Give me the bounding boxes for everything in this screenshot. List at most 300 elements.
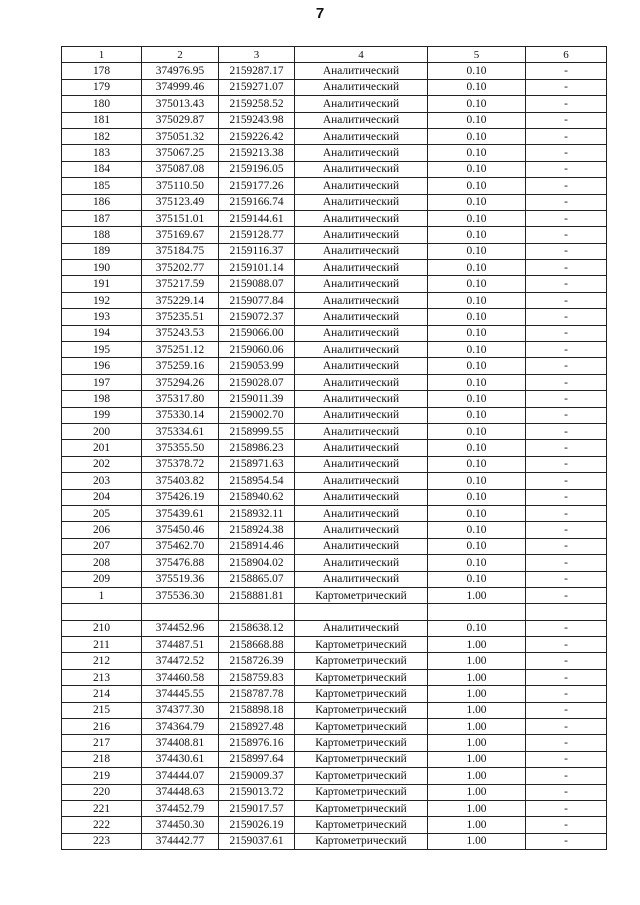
y-coordinate-cell: 2158787.78: [219, 686, 295, 702]
accuracy-cell: 1.00: [428, 735, 526, 751]
description-cell: -: [526, 620, 607, 636]
accuracy-cell: 1.00: [428, 702, 526, 718]
point-number-cell: [62, 604, 142, 620]
accuracy-cell: 1.00: [428, 719, 526, 735]
method-cell: Аналитический: [295, 620, 428, 636]
x-coordinate-cell: 374448.63: [142, 784, 219, 800]
accuracy-cell: 0.10: [428, 243, 526, 259]
table-row: [62, 702, 607, 718]
y-coordinate-cell: 2159026.19: [219, 817, 295, 833]
description-cell: -: [526, 538, 607, 554]
accuracy-cell: 0.10: [428, 227, 526, 243]
point-number-cell: 195: [62, 342, 142, 358]
table-row: [62, 719, 607, 735]
x-coordinate-cell: 375294.26: [142, 374, 219, 390]
accuracy-cell: 0.10: [428, 260, 526, 276]
table-row: [62, 63, 607, 79]
y-coordinate-cell: 2159177.26: [219, 178, 295, 194]
point-number-cell: 189: [62, 243, 142, 259]
x-coordinate-cell: 375330.14: [142, 407, 219, 423]
y-coordinate-cell: 2159060.06: [219, 342, 295, 358]
method-cell: Аналитический: [295, 342, 428, 358]
description-cell: -: [526, 374, 607, 390]
point-number-cell: 191: [62, 276, 142, 292]
method-cell: Аналитический: [295, 178, 428, 194]
method-cell: Аналитический: [295, 112, 428, 128]
table-row: [62, 161, 607, 177]
header-row: [62, 47, 607, 63]
x-coordinate-cell: 375151.01: [142, 210, 219, 226]
x-coordinate-cell: 375403.82: [142, 473, 219, 489]
point-number-cell: 198: [62, 391, 142, 407]
point-number-cell: 202: [62, 456, 142, 472]
method-cell: Картометрический: [295, 669, 428, 685]
y-coordinate-cell: 2159213.38: [219, 145, 295, 161]
description-cell: -: [526, 686, 607, 702]
point-number-cell: 194: [62, 325, 142, 341]
description-cell: -: [526, 161, 607, 177]
method-cell: Картометрический: [295, 800, 428, 816]
point-number-cell: 223: [62, 833, 142, 849]
y-coordinate-cell: 2159053.99: [219, 358, 295, 374]
method-cell: Картометрический: [295, 833, 428, 849]
point-number-cell: 208: [62, 555, 142, 571]
point-number-cell: 185: [62, 178, 142, 194]
x-coordinate-cell: 374430.61: [142, 751, 219, 767]
point-number-cell: 213: [62, 669, 142, 685]
accuracy-cell: 0.10: [428, 210, 526, 226]
table-row: [62, 79, 607, 95]
x-coordinate-cell: 375334.61: [142, 423, 219, 439]
y-coordinate-cell: 2158927.48: [219, 719, 295, 735]
table-row: [62, 637, 607, 653]
accuracy-cell: 0.10: [428, 358, 526, 374]
method-cell: Картометрический: [295, 653, 428, 669]
accuracy-cell: 1.00: [428, 784, 526, 800]
point-number-cell: 203: [62, 473, 142, 489]
y-coordinate-cell: 2158976.16: [219, 735, 295, 751]
point-number-cell: 221: [62, 800, 142, 816]
accuracy-cell: 0.10: [428, 374, 526, 390]
method-cell: Аналитический: [295, 63, 428, 79]
point-number-cell: 193: [62, 309, 142, 325]
column-header-3: 3: [219, 47, 295, 63]
description-cell: -: [526, 342, 607, 358]
x-coordinate-cell: 375462.70: [142, 538, 219, 554]
point-number-cell: 212: [62, 653, 142, 669]
point-number-cell: 188: [62, 227, 142, 243]
y-coordinate-cell: 2159011.39: [219, 391, 295, 407]
table-row: [62, 538, 607, 554]
point-number-cell: 182: [62, 128, 142, 144]
point-number-cell: 180: [62, 96, 142, 112]
point-number-cell: 1: [62, 587, 142, 603]
description-cell: -: [526, 653, 607, 669]
point-number-cell: 179: [62, 79, 142, 95]
accuracy-cell: 1.00: [428, 817, 526, 833]
table-row: [62, 243, 607, 259]
y-coordinate-cell: 2159037.61: [219, 833, 295, 849]
table-row: [62, 194, 607, 210]
description-cell: -: [526, 423, 607, 439]
point-number-cell: 187: [62, 210, 142, 226]
accuracy-cell: 0.10: [428, 128, 526, 144]
description-cell: -: [526, 178, 607, 194]
x-coordinate-cell: 375259.16: [142, 358, 219, 374]
y-coordinate-cell: 2158971.63: [219, 456, 295, 472]
description-cell: -: [526, 243, 607, 259]
accuracy-cell: 0.10: [428, 325, 526, 341]
table-row: [62, 522, 607, 538]
table-body: [62, 63, 607, 850]
x-coordinate-cell: 375087.08: [142, 161, 219, 177]
point-number-cell: 184: [62, 161, 142, 177]
description-cell: -: [526, 587, 607, 603]
table-row: [62, 260, 607, 276]
point-number-cell: 210: [62, 620, 142, 636]
table-row: [62, 391, 607, 407]
y-coordinate-cell: 2158999.55: [219, 423, 295, 439]
point-number-cell: 218: [62, 751, 142, 767]
description-cell: -: [526, 800, 607, 816]
y-coordinate-cell: 2158865.07: [219, 571, 295, 587]
y-coordinate-cell: 2159128.77: [219, 227, 295, 243]
y-coordinate-cell: 2158940.62: [219, 489, 295, 505]
x-coordinate-cell: 375355.50: [142, 440, 219, 456]
point-number-cell: 214: [62, 686, 142, 702]
point-number-cell: 200: [62, 423, 142, 439]
x-coordinate-cell: 374364.79: [142, 719, 219, 735]
x-coordinate-cell: 375519.36: [142, 571, 219, 587]
accuracy-cell: 0.10: [428, 96, 526, 112]
x-coordinate-cell: 374487.51: [142, 637, 219, 653]
x-coordinate-cell: 374444.07: [142, 768, 219, 784]
method-cell: Картометрический: [295, 637, 428, 653]
table-row: [62, 456, 607, 472]
y-coordinate-cell: 2158997.64: [219, 751, 295, 767]
accuracy-cell: 0.10: [428, 473, 526, 489]
method-cell: Аналитический: [295, 358, 428, 374]
description-cell: -: [526, 194, 607, 210]
description-cell: -: [526, 276, 607, 292]
point-number-cell: 217: [62, 735, 142, 751]
y-coordinate-cell: 2158726.39: [219, 653, 295, 669]
description-cell: -: [526, 456, 607, 472]
column-header-1: 1: [62, 47, 142, 63]
description-cell: -: [526, 817, 607, 833]
table-row: [62, 374, 607, 390]
point-number-cell: 216: [62, 719, 142, 735]
coordinates-table: [61, 46, 607, 850]
method-cell: Аналитический: [295, 440, 428, 456]
description-cell: -: [526, 833, 607, 849]
description-cell: -: [526, 210, 607, 226]
method-cell: Картометрический: [295, 751, 428, 767]
table-row: [62, 112, 607, 128]
accuracy-cell: 0.10: [428, 423, 526, 439]
method-cell: Картометрический: [295, 702, 428, 718]
method-cell: [295, 604, 428, 620]
description-cell: -: [526, 571, 607, 587]
accuracy-cell: 1.00: [428, 653, 526, 669]
x-coordinate-cell: 374452.96: [142, 620, 219, 636]
accuracy-cell: 1.00: [428, 751, 526, 767]
x-coordinate-cell: 374408.81: [142, 735, 219, 751]
y-coordinate-cell: 2159009.37: [219, 768, 295, 784]
method-cell: Картометрический: [295, 768, 428, 784]
accuracy-cell: 0.10: [428, 620, 526, 636]
method-cell: Картометрический: [295, 735, 428, 751]
y-coordinate-cell: 2158904.02: [219, 555, 295, 571]
method-cell: Картометрический: [295, 686, 428, 702]
column-header-5: 5: [428, 47, 526, 63]
x-coordinate-cell: 375476.88: [142, 555, 219, 571]
description-cell: -: [526, 669, 607, 685]
method-cell: Аналитический: [295, 489, 428, 505]
table-row: [62, 178, 607, 194]
accuracy-cell: 0.10: [428, 194, 526, 210]
table-row: [62, 423, 607, 439]
table-header: [62, 47, 607, 63]
table-row: [62, 587, 607, 603]
method-cell: Аналитический: [295, 374, 428, 390]
table-row: [62, 505, 607, 521]
point-number-cell: 222: [62, 817, 142, 833]
y-coordinate-cell: 2159144.61: [219, 210, 295, 226]
x-coordinate-cell: 374452.79: [142, 800, 219, 816]
table-row: [62, 751, 607, 767]
description-cell: -: [526, 751, 607, 767]
x-coordinate-cell: 375378.72: [142, 456, 219, 472]
x-coordinate-cell: 375217.59: [142, 276, 219, 292]
table-row: [62, 276, 607, 292]
method-cell: Аналитический: [295, 210, 428, 226]
accuracy-cell: 0.10: [428, 407, 526, 423]
accuracy-cell: 0.10: [428, 309, 526, 325]
table-row: [62, 620, 607, 636]
y-coordinate-cell: 2159028.07: [219, 374, 295, 390]
table-row: [62, 604, 607, 620]
method-cell: Аналитический: [295, 423, 428, 439]
description-cell: -: [526, 407, 607, 423]
table-row: [62, 571, 607, 587]
table-row: [62, 817, 607, 833]
method-cell: Аналитический: [295, 407, 428, 423]
point-number-cell: 215: [62, 702, 142, 718]
column-header-4: 4: [295, 47, 428, 63]
y-coordinate-cell: 2159077.84: [219, 292, 295, 308]
y-coordinate-cell: 2158986.23: [219, 440, 295, 456]
y-coordinate-cell: 2159226.42: [219, 128, 295, 144]
point-number-cell: 192: [62, 292, 142, 308]
table-row: [62, 96, 607, 112]
table-row: [62, 325, 607, 341]
accuracy-cell: 0.10: [428, 489, 526, 505]
method-cell: Аналитический: [295, 473, 428, 489]
accuracy-cell: 0.10: [428, 276, 526, 292]
y-coordinate-cell: 2158932.11: [219, 505, 295, 521]
description-cell: -: [526, 768, 607, 784]
accuracy-cell: 1.00: [428, 768, 526, 784]
y-coordinate-cell: 2159017.57: [219, 800, 295, 816]
method-cell: Аналитический: [295, 505, 428, 521]
y-coordinate-cell: 2159088.07: [219, 276, 295, 292]
x-coordinate-cell: 375450.46: [142, 522, 219, 538]
table-row: [62, 227, 607, 243]
x-coordinate-cell: 375123.49: [142, 194, 219, 210]
description-cell: -: [526, 473, 607, 489]
accuracy-cell: 0.10: [428, 456, 526, 472]
method-cell: Аналитический: [295, 145, 428, 161]
x-coordinate-cell: 375426.19: [142, 489, 219, 505]
description-cell: -: [526, 522, 607, 538]
method-cell: Аналитический: [295, 292, 428, 308]
accuracy-cell: 0.10: [428, 161, 526, 177]
table-row: [62, 358, 607, 374]
page-number: 7: [315, 5, 325, 22]
y-coordinate-cell: 2159196.05: [219, 161, 295, 177]
point-number-cell: 206: [62, 522, 142, 538]
accuracy-cell: 0.10: [428, 342, 526, 358]
y-coordinate-cell: 2158924.38: [219, 522, 295, 538]
accuracy-cell: [428, 604, 526, 620]
method-cell: Аналитический: [295, 456, 428, 472]
method-cell: Аналитический: [295, 243, 428, 259]
table-row: [62, 292, 607, 308]
accuracy-cell: 0.10: [428, 522, 526, 538]
table-row: [62, 555, 607, 571]
description-cell: -: [526, 555, 607, 571]
description-cell: -: [526, 128, 607, 144]
description-cell: -: [526, 784, 607, 800]
description-cell: -: [526, 227, 607, 243]
y-coordinate-cell: 2159072.37: [219, 309, 295, 325]
y-coordinate-cell: 2159166.74: [219, 194, 295, 210]
description-cell: -: [526, 260, 607, 276]
accuracy-cell: 1.00: [428, 800, 526, 816]
table-row: [62, 473, 607, 489]
description-cell: -: [526, 358, 607, 374]
table-row: [62, 669, 607, 685]
x-coordinate-cell: 375202.77: [142, 260, 219, 276]
point-number-cell: 207: [62, 538, 142, 554]
method-cell: Картометрический: [295, 587, 428, 603]
x-coordinate-cell: 375439.61: [142, 505, 219, 521]
description-cell: -: [526, 735, 607, 751]
description-cell: -: [526, 702, 607, 718]
x-coordinate-cell: 375110.50: [142, 178, 219, 194]
method-cell: Картометрический: [295, 719, 428, 735]
y-coordinate-cell: 2158898.18: [219, 702, 295, 718]
point-number-cell: 190: [62, 260, 142, 276]
table-row: [62, 686, 607, 702]
point-number-cell: 220: [62, 784, 142, 800]
y-coordinate-cell: 2158914.46: [219, 538, 295, 554]
accuracy-cell: 1.00: [428, 833, 526, 849]
table-row: [62, 128, 607, 144]
description-cell: -: [526, 719, 607, 735]
y-coordinate-cell: 2159258.52: [219, 96, 295, 112]
y-coordinate-cell: 2158759.83: [219, 669, 295, 685]
method-cell: Аналитический: [295, 96, 428, 112]
method-cell: Аналитический: [295, 276, 428, 292]
column-header-2: 2: [142, 47, 219, 63]
description-cell: -: [526, 112, 607, 128]
accuracy-cell: 0.10: [428, 63, 526, 79]
point-number-cell: 209: [62, 571, 142, 587]
x-coordinate-cell: 374450.30: [142, 817, 219, 833]
accuracy-cell: 0.10: [428, 538, 526, 554]
description-cell: -: [526, 63, 607, 79]
accuracy-cell: 0.10: [428, 391, 526, 407]
x-coordinate-cell: 375235.51: [142, 309, 219, 325]
accuracy-cell: 1.00: [428, 637, 526, 653]
method-cell: Аналитический: [295, 260, 428, 276]
point-number-cell: 204: [62, 489, 142, 505]
accuracy-cell: 0.10: [428, 178, 526, 194]
accuracy-cell: 0.10: [428, 440, 526, 456]
method-cell: Аналитический: [295, 391, 428, 407]
point-number-cell: 197: [62, 374, 142, 390]
point-number-cell: 205: [62, 505, 142, 521]
x-coordinate-cell: 375013.43: [142, 96, 219, 112]
table-row: [62, 768, 607, 784]
y-coordinate-cell: 2159002.70: [219, 407, 295, 423]
method-cell: Аналитический: [295, 325, 428, 341]
x-coordinate-cell: 374442.77: [142, 833, 219, 849]
y-coordinate-cell: 2158638.12: [219, 620, 295, 636]
method-cell: Аналитический: [295, 79, 428, 95]
y-coordinate-cell: [219, 604, 295, 620]
x-coordinate-cell: 375317.80: [142, 391, 219, 407]
table-row: [62, 145, 607, 161]
method-cell: Аналитический: [295, 538, 428, 554]
point-number-cell: 211: [62, 637, 142, 653]
description-cell: -: [526, 309, 607, 325]
table-row: [62, 735, 607, 751]
method-cell: Аналитический: [295, 571, 428, 587]
accuracy-cell: 1.00: [428, 587, 526, 603]
point-number-cell: 199: [62, 407, 142, 423]
method-cell: Аналитический: [295, 194, 428, 210]
x-coordinate-cell: 374976.95: [142, 63, 219, 79]
description-cell: -: [526, 637, 607, 653]
y-coordinate-cell: 2159243.98: [219, 112, 295, 128]
accuracy-cell: 0.10: [428, 505, 526, 521]
description-cell: -: [526, 391, 607, 407]
y-coordinate-cell: 2159116.37: [219, 243, 295, 259]
table-row: [62, 440, 607, 456]
point-number-cell: 196: [62, 358, 142, 374]
y-coordinate-cell: 2159013.72: [219, 784, 295, 800]
method-cell: Аналитический: [295, 161, 428, 177]
table-row: [62, 784, 607, 800]
method-cell: Картометрический: [295, 817, 428, 833]
y-coordinate-cell: 2159101.14: [219, 260, 295, 276]
y-coordinate-cell: 2159271.07: [219, 79, 295, 95]
y-coordinate-cell: 2158881.81: [219, 587, 295, 603]
table-row: [62, 489, 607, 505]
x-coordinate-cell: 374445.55: [142, 686, 219, 702]
description-cell: -: [526, 145, 607, 161]
description-cell: -: [526, 79, 607, 95]
point-number-cell: 181: [62, 112, 142, 128]
table-row: [62, 833, 607, 849]
x-coordinate-cell: 375536.30: [142, 587, 219, 603]
method-cell: Аналитический: [295, 227, 428, 243]
description-cell: -: [526, 325, 607, 341]
y-coordinate-cell: 2158668.88: [219, 637, 295, 653]
